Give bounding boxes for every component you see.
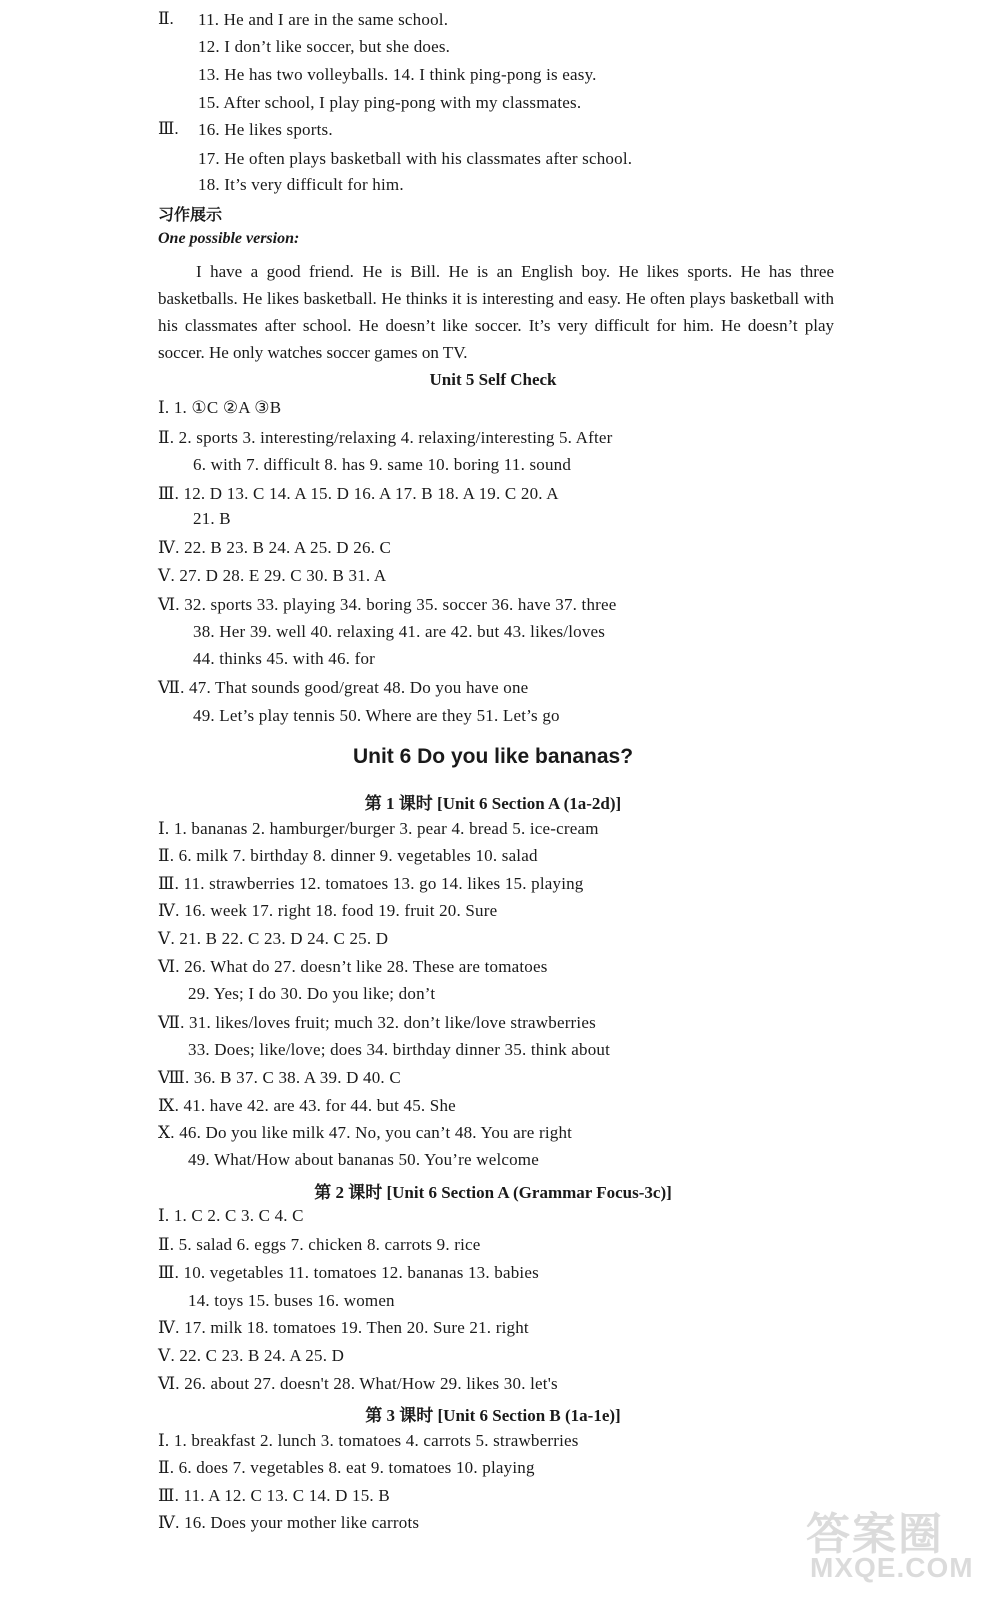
watermark-url: MXQE.COM (810, 1552, 974, 1583)
answer-line: 49. Let’s play tennis 50. Where are they 51. Let’s go (193, 706, 560, 725)
answer-line: Ⅷ. 36. B 37. C 38. A 39. D 40. C (158, 1068, 401, 1087)
answer-line: 11. He and I are in the same school. (198, 10, 449, 29)
answer-line: Ⅰ. 1. bananas 2. hamburger/burger 3. pear 4. bread 5. ice-cream (158, 819, 599, 838)
answer-line: 29. Yes; I do 30. Do you like; don’t (188, 984, 436, 1003)
answer-line: Ⅳ. 17. milk 18. tomatoes 19. Then 20. Sure 21. right (158, 1318, 529, 1337)
answer-line: 13. He has two volleyballs. 14. I think ping-pong is easy. (198, 65, 597, 84)
lesson-heading: 第 3 课时 [Unit 6 Section B (1a-1e)] (365, 1406, 621, 1425)
answer-line: Ⅲ. 11. strawberries 12. tomatoes 13. go 14. likes 15. playing (158, 874, 584, 893)
answer-line: 6. with 7. difficult 8. has 9. same 10. boring 11. sound (193, 455, 572, 474)
lesson-heading: 第 1 课时 [Unit 6 Section A (1a-2d)] (364, 794, 622, 813)
section-numeral: Ⅱ. (158, 9, 174, 28)
answer-line: Ⅳ. 22. B 23. B 24. A 25. D 26. C (158, 538, 392, 557)
answer-line: Ⅵ. 26. about 27. doesn't 28. What/How 29. likes 30. let's (158, 1374, 558, 1393)
answer-line: 38. Her 39. well 40. relaxing 41. are 42. but 43. likes/loves (193, 622, 606, 641)
watermark-glyphs: 答案圈 (806, 1509, 944, 1560)
answer-line: Ⅹ. 46. Do you like milk 47. No, you can’t 48. You are right (158, 1123, 573, 1142)
answer-line: 33. Does; like/love; does 34. birthday dinner 35. think about (188, 1040, 611, 1059)
answer-line: 49. What/How about bananas 50. You’re welcome (188, 1150, 539, 1169)
answer-line: 17. He often plays basketball with his classmates after school. (198, 149, 633, 168)
answer-line: 16. He likes sports. (198, 120, 333, 139)
answer-line: 44. thinks 45. with 46. for (193, 649, 376, 668)
answer-line: Ⅰ. 1. ①C ②A ③B (158, 398, 282, 417)
unit6-title: Unit 6 Do you like bananas? (352, 745, 634, 768)
unit5-title: Unit 5 Self Check (429, 370, 557, 389)
answer-line: Ⅴ. 22. C 23. B 24. A 25. D (158, 1346, 345, 1365)
answer-line: Ⅳ. 16. Does your mother like carrots (158, 1513, 420, 1532)
answer-line: Ⅲ. 10. vegetables 11. tomatoes 12. bananas 13. babies (158, 1263, 539, 1282)
answer-line: 12. I don’t like soccer, but she does. (198, 37, 451, 56)
answer-line: 21. B (193, 509, 231, 528)
answer-line: 15. After school, I play ping-pong with my classmates. (198, 93, 582, 112)
answer-line: Ⅲ. 11. A 12. C 13. C 14. D 15. B (158, 1486, 390, 1505)
answer-line: 18. It’s very difficult for him. (198, 175, 404, 194)
answer-line: Ⅰ. 1. C 2. C 3. C 4. C (158, 1206, 304, 1225)
answer-line: Ⅲ. 12. D 13. C 14. A 15. D 16. A 17. B 18. A 19. C 20. A (158, 484, 559, 503)
watermark-logo (800, 1498, 990, 1590)
answer-line: Ⅱ. 5. salad 6. eggs 7. chicken 8. carrots 9. rice (158, 1235, 481, 1254)
answer-line: Ⅵ. 32. sports 33. playing 34. boring 35. soccer 36. have 37. three (158, 595, 617, 614)
answer-line: Ⅳ. 16. week 17. right 18. food 19. fruit 20. Sure (158, 901, 498, 920)
answer-line: Ⅰ. 1. breakfast 2. lunch 3. tomatoes 4. carrots 5. strawberries (158, 1431, 579, 1450)
answer-line: Ⅸ. 41. have 42. are 43. for 44. but 45. She (158, 1096, 456, 1115)
sample-paragraph: I have a good friend. He is Bill. He is an English boy. He likes sports. He has three basketballs. He likes basketball. He thinks it is interesting and easy. He often plays basketball with his classmates after school. He doesn’t like soccer. It’s very difficult for him. He doesn’t play soccer. He only watches soccer games on TV. (158, 262, 834, 362)
version-label: One possible version: (158, 230, 300, 247)
answer-line: Ⅶ. 47. That sounds good/great 48. Do you have one (158, 678, 529, 697)
answer-line: Ⅴ. 27. D 28. E 29. C 30. B 31. A (158, 566, 387, 585)
answer-line: 14. toys 15. buses 16. women (188, 1291, 395, 1310)
answer-line: Ⅱ. 6. milk 7. birthday 8. dinner 9. vegetables 10. salad (158, 846, 538, 865)
answer-line: Ⅱ. 2. sports 3. interesting/relaxing 4. relaxing/interesting 5. After (158, 428, 613, 447)
writing-heading: 习作展示 (158, 205, 223, 224)
answer-line: Ⅱ. 6. does 7. vegetables 8. eat 9. tomatoes 10. playing (158, 1458, 535, 1477)
section-numeral: Ⅲ. (158, 119, 179, 138)
answer-line: Ⅵ. 26. What do 27. doesn’t like 28. These are tomatoes (158, 957, 548, 976)
lesson-heading: 第 2 课时 [Unit 6 Section A (Grammar Focus-3c)] (314, 1183, 672, 1202)
answer-line: Ⅴ. 21. B 22. C 23. D 24. C 25. D (158, 929, 389, 948)
answer-line: Ⅶ. 31. likes/loves fruit; much 32. don’t like/love strawberries (158, 1013, 596, 1032)
